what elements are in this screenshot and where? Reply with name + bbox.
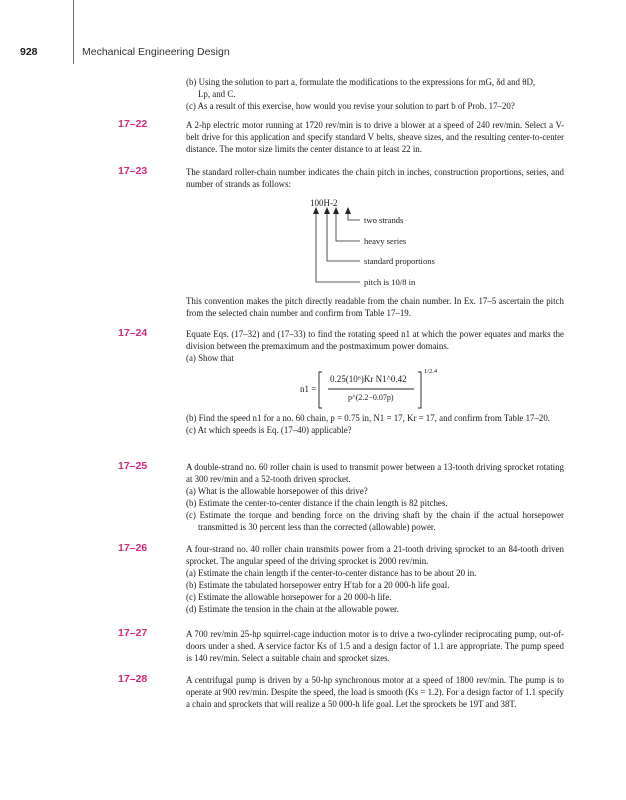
- problem-number: 17–27: [118, 627, 148, 639]
- problem-17-24-parts: [186, 412, 564, 436]
- part-b-subscripts: G, δd and θD,: [485, 77, 536, 87]
- part-a: (a) Estimate the chain length if the center-to-center distance has to be about 20 in.: [186, 568, 477, 579]
- formula-denominator: p^(2.2−0.07p): [348, 393, 394, 402]
- part-b: (b) Estimate the tabulated horsepower entry H′tab for a 20 000-h life goal.: [186, 580, 450, 591]
- part-d: (d) Estimate the tension in the chain at the allowable power.: [186, 604, 399, 615]
- problem-17-23: [186, 166, 564, 190]
- part-b: (b) Estimate the center-to-center distance if the chain length is 82 pitches.: [186, 498, 448, 509]
- problem-17-22: [186, 119, 564, 155]
- part-c: (c) As a result of this exercise, how would you revise your solution to part b of Prob. 17–20?: [186, 101, 515, 112]
- problem-17-28: [186, 674, 564, 710]
- formula-exponent: 1/2.4: [424, 368, 438, 375]
- part-b-continued: Lp, and C.: [198, 89, 236, 100]
- problem-text: A centrifugal pump is driven by a 50-hp synchronous motor at a speed of 1800 rev/min. The pump is to operate at 900 rev/min. Despite the speed, the load is smooth (Ks = 1.2). For a design factor of 1.1 specify a chain and sprockets that will realize a 50 000-h life goal. Let the sprockets be 19T and 38T.: [186, 675, 564, 710]
- part-b: (b) Find the speed n1 for a no. 60 chain, p = 0.75 in, N1 = 17, Kr = 17, and confirm from Table 17–20.: [186, 413, 550, 423]
- problem-17-27: [186, 628, 564, 664]
- problem-number: 17–22: [118, 118, 148, 130]
- problem-17-25: [186, 461, 564, 534]
- problem-text: This convention makes the pitch directly readable from the chain number. In Ex. 17–5 ascertain the pitch from the selected chain number and confirm from Table 17–19.: [186, 296, 564, 319]
- problem-text: The standard roller-chain number indicates the chain pitch in inches, construction proportions, series, and number of strands as follows:: [186, 167, 564, 190]
- problem-number: 17–24: [118, 327, 148, 339]
- problem-number: 17–25: [118, 460, 148, 472]
- problem-text: A 2-hp electric motor running at 1720 rev/min is to drive a blower at a speed of 240 rev/min. Select a V-belt drive for this application and specify standard V belts, sheave sizes, and the resulting center-to-center distance. The motor size limits the center distance to at least 22 in.: [186, 120, 564, 155]
- label-two-strands: two strands: [364, 215, 404, 225]
- formula-lhs: n1 =: [300, 384, 317, 394]
- problem-number: 17–28: [118, 673, 148, 685]
- chain-number-diagram: [290, 198, 450, 288]
- header-rule: [73, 0, 74, 64]
- label-heavy-series: heavy series: [364, 236, 407, 246]
- problem-number: 17–23: [118, 165, 148, 177]
- problem-text: A double-strand no. 60 roller chain is used to transmit power between a 13-tooth driving sprocket rotating at 300 rev/min and a 52-tooth driven sprocket.: [186, 462, 564, 485]
- part-a: (a) Show that: [186, 353, 234, 364]
- label-standard-proportions: standard proportions: [364, 256, 435, 266]
- problem-text: A four-strand no. 40 roller chain transmits power from a 21-tooth driving sprocket to an 84-tooth driven sprocket. The angular speed of the driving sprocket is 2000 rev/min.: [186, 544, 564, 567]
- problem-text: Equate Eqs. (17–32) and (17–33) to find the rotating speed n1 at which the power equates and marks the division between the premaximum and the postmaximum power domains.: [186, 329, 564, 352]
- problem-17-26: [186, 543, 564, 616]
- chain-code: 100H-2: [310, 198, 338, 208]
- part-b: [186, 76, 564, 100]
- formula-numerator: 0.25(10⁶)Kr N1^0.42: [330, 374, 407, 384]
- part-b-text: (b) Using the solution to part a, formulate the modifications to the expressions for m: [186, 77, 486, 87]
- page-number: 928: [20, 46, 38, 58]
- part-a: (a) What is the allowable horsepower of this drive?: [186, 486, 368, 497]
- problem-17-24: [186, 328, 564, 364]
- problem-number: 17–26: [118, 542, 148, 554]
- part-c: (c) Estimate the allowable horsepower for a 20 000-h life.: [186, 592, 392, 603]
- label-pitch: pitch is 10/8 in: [364, 277, 416, 287]
- part-c: (c) At which speeds is Eq. (17–40) applicable?: [186, 425, 352, 436]
- running-title: Mechanical Engineering Design: [82, 46, 230, 58]
- problem-text: A 700 rev/min 25-hp squirrel-cage induction motor is to drive a two-cylinder reciprocating pump, out-of-doors under a shed. A service factor Ks of 1.5 and a design factor of 1.1 are appropriate. The pump speed is 140 rev/min. Select a suitable chain and sprocket sizes.: [186, 629, 564, 664]
- part-c: (c) Estimate the torque and bending force on the driving shaft by the chain if the actual horsepower transmitted is 30 percent less than the corrected (allowable) power.: [186, 510, 564, 533]
- problem-17-21-continued: [186, 76, 564, 112]
- problem-17-23-after: [186, 295, 564, 319]
